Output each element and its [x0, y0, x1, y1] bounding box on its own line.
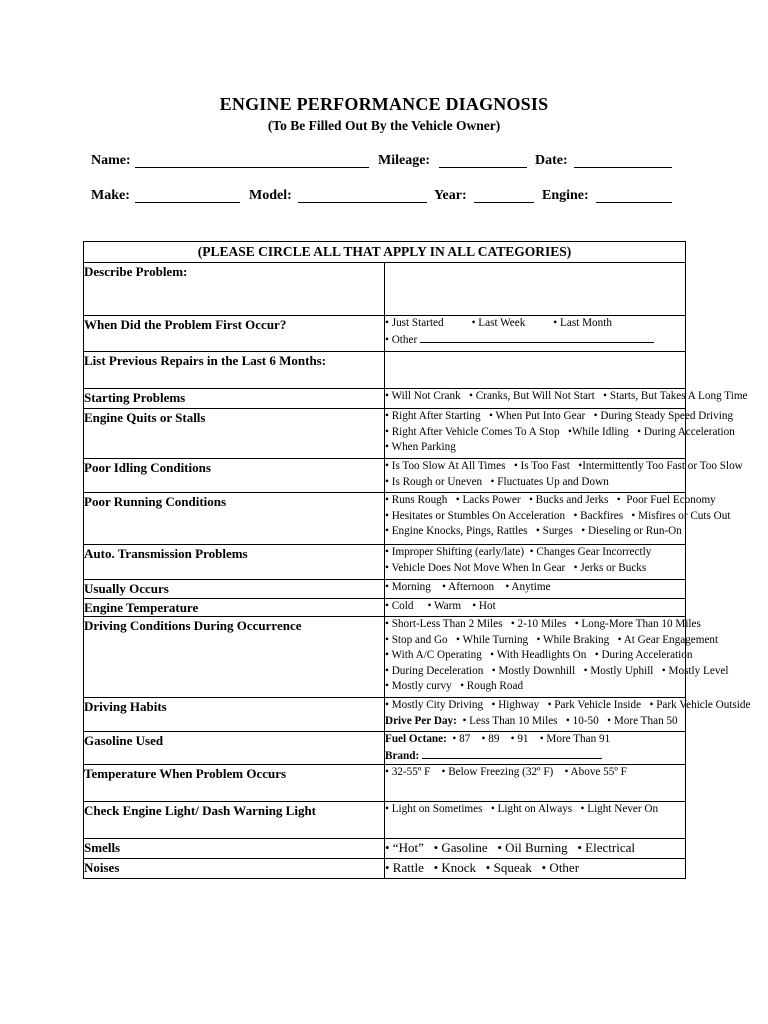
- row-label-starting-problems: Starting Problems: [84, 389, 385, 409]
- table-heading: (PLEASE CIRCLE ALL THAT APPLY IN ALL CATEGORIES): [84, 242, 686, 263]
- usually-occurs-options[interactable]: [385, 580, 686, 599]
- brand-blank[interactable]: [422, 748, 602, 759]
- check-engine-light-options[interactable]: [385, 802, 686, 839]
- brand-label: Brand:: [385, 749, 420, 762]
- row-label-auto-transmission: Auto. Transmission Problems: [84, 545, 385, 580]
- row-label-check-engine-light: Check Engine Light/ Dash Warning Light: [84, 802, 385, 839]
- row-label-first-occur: When Did the Problem First Occur?: [84, 316, 385, 352]
- option-line: [385, 748, 685, 765]
- drive-per-day-label: Drive Per Day:: [385, 714, 457, 727]
- drive-per-day-options: • Less Than 10 Miles • 10-50 • More Than 50: [456, 714, 678, 727]
- option-line: • Mostly curvy • Rough Road: [385, 680, 524, 693]
- option-line: • Will Not Crank • Cranks, But Will Not Start • Starts, But Takes A Long Time: [385, 390, 748, 402]
- option-line: [385, 732, 685, 748]
- option-line: • Morning • Afternoon • Anytime: [385, 581, 551, 593]
- date-label: Date:: [535, 153, 568, 168]
- year-label: Year:: [434, 188, 467, 203]
- option-line: • Improper Shifting (early/late) • Changes Gear Incorrectly: [385, 546, 652, 558]
- option-line: • Stop and Go • While Turning • While Braking • At Gear Engagement: [385, 633, 719, 646]
- option-line: • Hesitates or Stumbles On Acceleration • Backfires • Misfires or Cuts Out: [385, 509, 731, 522]
- fuel-octane-options: • 87 • 89 • 91 • More Than 91: [446, 733, 611, 745]
- other-option: • Other: [385, 333, 418, 346]
- option-line: • Short-Less Than 2 Miles • 2-10 Miles • Long-More Than 10 Miles: [385, 618, 701, 630]
- driving-conditions-options[interactable]: [385, 617, 729, 698]
- option-line: • Cold • Warm • Hot: [385, 600, 496, 612]
- poor-running-options[interactable]: [385, 493, 731, 545]
- describe-problem-field[interactable]: [385, 263, 686, 316]
- form-title: ENGINE PERFORMANCE DIAGNOSIS: [219, 94, 549, 114]
- option-line: • Right After Vehicle Comes To A Stop •While Idling • During Acceleration: [385, 425, 735, 438]
- owner-info-line-1: [91, 153, 681, 173]
- engine-field[interactable]: [596, 202, 672, 203]
- mileage-label: Mileage:: [378, 153, 431, 168]
- row-label-smells: Smells: [84, 839, 385, 859]
- fuel-octane-label: Fuel Octane:: [385, 733, 447, 745]
- option-line: • Just Started • Last Week • Last Month: [385, 317, 612, 329]
- make-field[interactable]: [135, 202, 240, 203]
- smells-options[interactable]: [385, 839, 686, 859]
- option-line: • Is Rough or Uneven • Fluctuates Up and Down: [385, 475, 609, 488]
- option-line: • Light on Sometimes • Light on Always • Light Never On: [385, 803, 659, 816]
- row-label-driving-conditions: Driving Conditions During Occurrence: [84, 617, 385, 698]
- noises-options[interactable]: [385, 859, 686, 879]
- driving-habits-options[interactable]: [385, 698, 751, 732]
- row-label-gasoline-used: Gasoline Used: [84, 732, 385, 765]
- option-line: • Runs Rough • Lacks Power • Bucks and Jerks • Poor Fuel Economy: [385, 494, 716, 506]
- gasoline-options[interactable]: [385, 732, 686, 765]
- option-line: [385, 332, 685, 349]
- row-label-describe-problem: Describe Problem:: [84, 263, 385, 316]
- engine-quits-options[interactable]: [385, 409, 735, 459]
- engine-label: Engine:: [542, 188, 589, 203]
- other-blank[interactable]: [420, 332, 654, 343]
- row-label-engine-temperature: Engine Temperature: [84, 599, 385, 617]
- mileage-field[interactable]: [439, 167, 527, 168]
- model-label: Model:: [249, 188, 292, 203]
- option-line: • 32-55º F • Below Freezing (32º F) • Above 55º F: [385, 766, 627, 779]
- previous-repairs-field[interactable]: [385, 352, 686, 389]
- row-label-engine-quits: Engine Quits or Stalls: [84, 409, 385, 459]
- name-field[interactable]: [135, 167, 369, 168]
- date-field[interactable]: [574, 167, 672, 168]
- diagnosis-table: [83, 241, 751, 879]
- make-label: Make:: [91, 188, 130, 203]
- row-label-temperature-when: Temperature When Problem Occurs: [84, 765, 385, 802]
- owner-info-line-2: [91, 188, 681, 208]
- row-label-previous-repairs: List Previous Repairs in the Last 6 Months:: [84, 352, 385, 389]
- starting-problems-options[interactable]: [385, 389, 748, 409]
- option-line: • Right After Starting • When Put Into Gear • During Steady Speed Driving: [385, 410, 734, 422]
- option-line: • When Parking: [385, 441, 456, 454]
- option-line: [385, 714, 685, 730]
- form-subtitle: (To Be Filled Out By the Vehicle Owner): [267, 118, 501, 133]
- option-line: • Engine Knocks, Pings, Rattles • Surges • Dieseling or Run-On: [385, 525, 682, 538]
- model-field[interactable]: [298, 202, 427, 203]
- row-label-noises: Noises: [84, 859, 385, 879]
- temperature-when-options[interactable]: [385, 765, 686, 802]
- row-label-driving-habits: Driving Habits: [84, 698, 385, 732]
- option-line: • Is Too Slow At All Times • Is Too Fast •Intermittently Too Fast or Too Slow: [385, 460, 743, 472]
- auto-transmission-options[interactable]: [385, 545, 686, 580]
- name-label: Name:: [91, 153, 131, 168]
- row-label-poor-running: Poor Running Conditions: [84, 493, 385, 545]
- row-label-usually-occurs: Usually Occurs: [84, 580, 385, 599]
- option-line: • Vehicle Does Not Move When In Gear • Jerks or Bucks: [385, 561, 647, 574]
- option-line: • “Hot” • Gasoline • Oil Burning • Electrical: [385, 840, 635, 856]
- year-field[interactable]: [474, 202, 534, 203]
- row-label-poor-idling: Poor Idling Conditions: [84, 459, 385, 493]
- option-line: • During Deceleration • Mostly Downhill • Mostly Uphill • Mostly Level: [385, 664, 729, 677]
- poor-idling-options[interactable]: [385, 459, 743, 493]
- engine-temperature-options[interactable]: [385, 599, 686, 617]
- first-occur-options[interactable]: [385, 316, 686, 352]
- option-line: • With A/C Operating • With Headlights On • During Acceleration: [385, 649, 693, 662]
- option-line: • Rattle • Knock • Squeak • Other: [385, 860, 580, 876]
- option-line: • Mostly City Driving • Highway • Park Vehicle Inside • Park Vehicle Outside: [385, 699, 751, 711]
